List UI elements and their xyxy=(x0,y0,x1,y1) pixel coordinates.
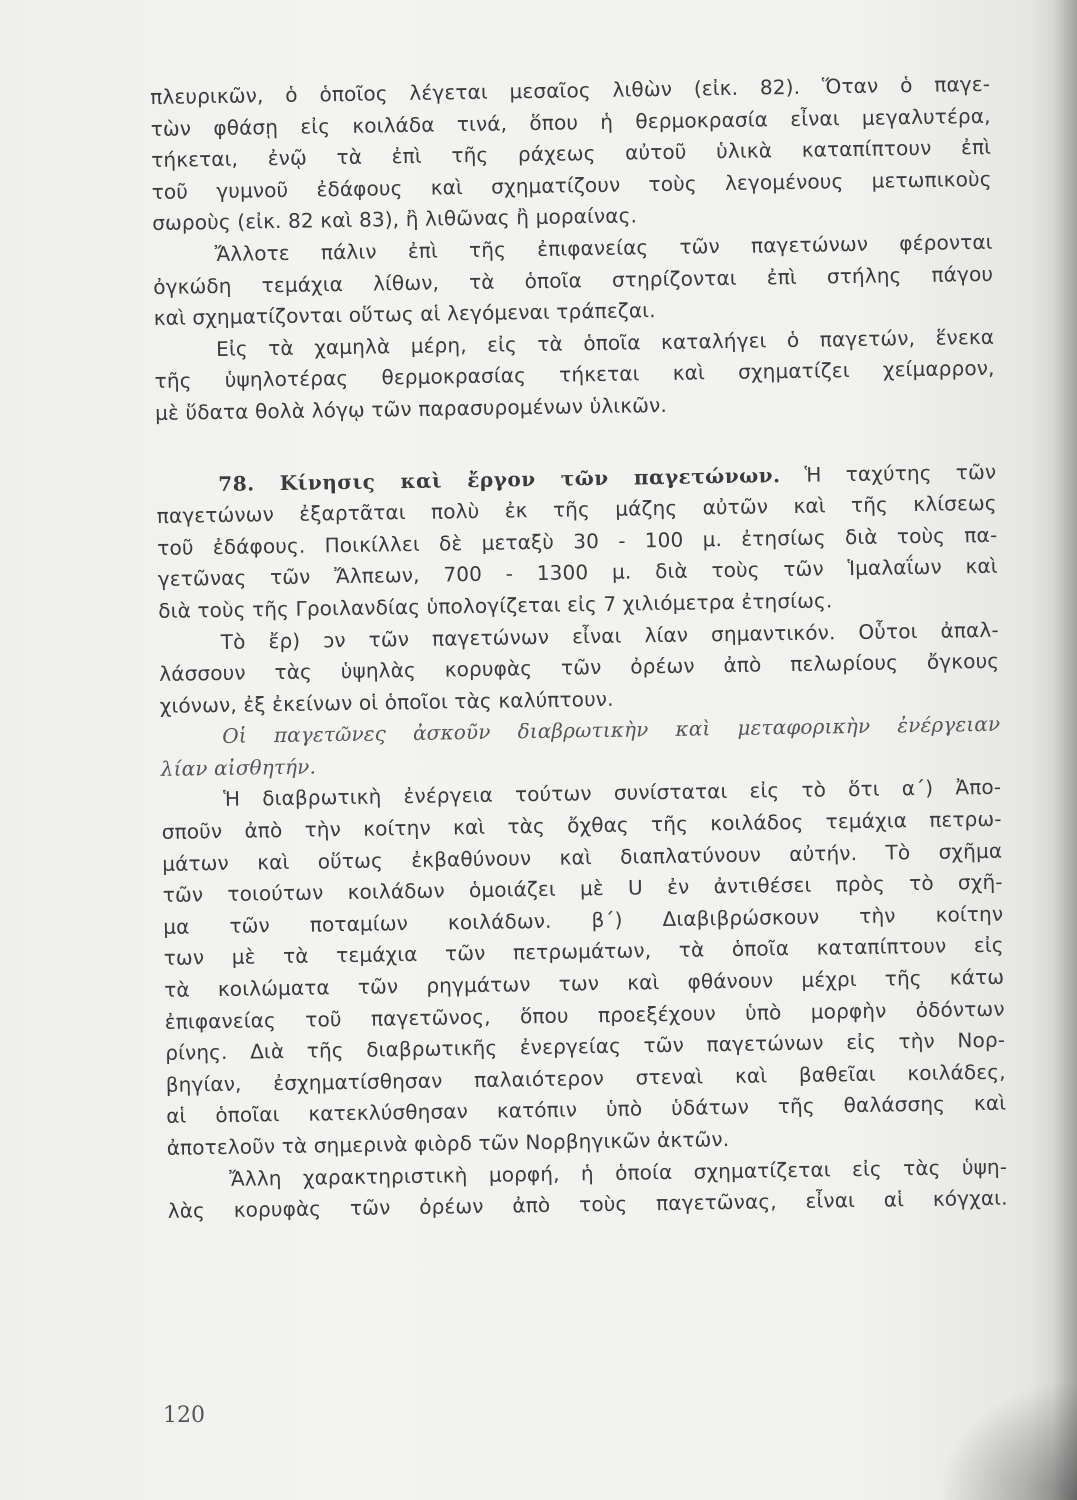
page-number: 120 xyxy=(163,1403,205,1428)
text-line: τήκεται, ἐνῷ τὰ ἐπὶ τῆς ράχεως αὐτοῦ ὑλικὰ καταπίπτουν ἐπὶ xyxy=(151,134,992,173)
text-line: ἐπιφανείας τοῦ παγετῶνος, ὅπου προεξέχουν ὑπὸ μορφὴν ὀδόντων xyxy=(164,996,1005,1034)
text-line: γετῶνας τῶν Ἄλπεων, 700 - 1300 μ. διὰ τοὺς τῶν Ἱμαλαΐων καὶ xyxy=(157,554,998,592)
page-corner-shadow xyxy=(937,1380,1077,1500)
text-line: ρίνης. Διὰ τῆς διαβρωτικῆς ἐνεργείας τῶν παγετώνων εἰς τὴν Νορ- xyxy=(165,1027,1006,1066)
text-line: Εἰς τὰ χαμηλὰ μέρη, εἰς τὰ ὁποῖα καταλήγει ὁ παγετών, ἕνεκα xyxy=(216,324,995,361)
text-line: μάτων καὶ οὕτως ἐκβαθύνουν καὶ διαπλατύνουν αὐτήν. Τὸ σχῆμα xyxy=(162,838,1003,876)
text-line: σωροὺς (εἰκ. 82 καὶ 83), ἢ λιθῶνας ἢ μοραίνας. xyxy=(152,203,638,236)
body-text xyxy=(150,69,1008,1228)
text-line: σποῦν ἀπὸ τὴν κοίτην καὶ τὰς ὄχθας τῆς κοιλάδος τεμάχια πετρω- xyxy=(161,806,1002,844)
text-line: μα τῶν ποταμίων κοιλάδων. β΄) Διαβιβρώσκουν τὴν κοίτην xyxy=(163,901,1004,939)
text-line: πλευρικῶν, ὁ ὁποῖος λέγεται μεσαῖος λιθὼν (εἰκ. 82). Ὅταν ὁ παγε- xyxy=(150,71,991,109)
text-line: τῆς ὑψηλοτέρας θερμοκρασίας τήκεται καὶ σχηματίζει χείμαρρον, xyxy=(154,356,995,394)
text-line: τοῦ ἐδάφους. Ποικίλλει δὲ μεταξὺ 30 - 100 μ. ἐτησίως διὰ τοὺς πα- xyxy=(157,522,998,560)
text-line: παγετώνων ἐξαρτᾶται πολὺ ἐκ τῆς μάζης αὐτῶν καὶ τῆς κλίσεως xyxy=(156,490,997,529)
text-line: λὰς κορυφὰς τῶν ὀρέων ἀπὸ τοὺς παγετῶνας, εἶναι αἱ κόγχαι. xyxy=(167,1185,1008,1224)
section-heading: 78. Κίνησις καὶ ἔργον τῶν παγετώνων. xyxy=(218,462,781,496)
italic-line: Οἱ παγετῶνες ἀσκοῦν διαβρωτικὴν καὶ μεταφορικὴν ἐνέργειαν xyxy=(222,712,1001,749)
text-line: ἀποτελοῦν τὰ σημερινὰ φιὸρδ τῶν Νορβηγικῶν ἀκτῶν. xyxy=(166,1127,730,1160)
text-line: ὀγκώδη τεμάχια λίθων, τὰ ὁποῖα στηρίζονται ἐπὶ στήλης πάγου xyxy=(153,261,994,299)
text-line: Ἄλλοτε πάλιν ἐπὶ τῆς ἐπιφανείας τῶν παγετώνων φέρονται xyxy=(214,229,993,266)
text-line: των μὲ τὰ τεμάχια τῶν πετρωμάτων, τὰ ὁποῖα καταπίπτουν εἰς xyxy=(163,933,1004,971)
text-line: Τὸ ἔρ) ɔν τῶν παγετώνων εἶναι λίαν σημαντικόν. Οὗτοι ἀπαλ- xyxy=(220,617,999,654)
text-line: Ἡ ταχύτης τῶν xyxy=(804,459,997,487)
text-line: μὲ ὕδατα θολὰ λόγῳ τῶν παρασυρομένων ὑλικῶν. xyxy=(155,392,668,425)
text-line: λάσσουν τὰς ὑψηλὰς κορυφὰς τῶν ὀρέων ἀπὸ πελωρίους ὄγκους xyxy=(159,648,1000,687)
text-line: τὰ κοιλώματα τῶν ρηγμάτων των καὶ φθάνουν μέχρι τῆς κάτω xyxy=(164,964,1005,1002)
text-line: Ἡ διαβρωτικὴ ἐνέργεια τούτων συνίσταται εἰς τὸ ὅτι α΄) Ἀπο- xyxy=(223,775,1002,812)
text-line: τὼν φθάσῃ εἰς κοιλάδα τινά, ὅπου ἡ θερμοκρασία εἶναι μεγαλυτέρα, xyxy=(150,103,991,141)
text-line: διὰ τοὺς τῆς Γροιλανδίας ὑπολογίζεται εἰς 7 χιλιόμετρα ἐτησίως. xyxy=(158,588,833,623)
text-line: βηγίαν, ἐσχηματίσθησαν παλαιότερον στεναὶ καὶ βαθεῖαι κοιλάδες, xyxy=(165,1059,1006,1097)
text-line: τῶν τοιούτων κοιλάδων ὁμοιάζει μὲ U ἐν ἀντιθέσει πρὸς τὸ σχῆ- xyxy=(162,869,1003,908)
text-line: καὶ σχηματίζονται οὕτως αἱ λεγόμεναι τράπεζαι. xyxy=(153,298,656,331)
italic-line: λίαν αἰσθητήν. xyxy=(160,754,317,781)
text-line: Ἄλλη χαρακτηριστικὴ μορφή, ἡ ὁποία σχηματίζεται εἰς τὰς ὑψη- xyxy=(229,1154,1008,1191)
text-line: χιόνων, ἐξ ἐκείνων οἱ ὁποῖοι τὰς καλύπτουν. xyxy=(159,686,614,718)
page-edge-shadow xyxy=(1029,0,1077,1500)
text-line: τοῦ γυμνοῦ ἐδάφους καὶ σχηματίζουν τοὺς λεγομένους μετωπικοὺς xyxy=(151,166,992,204)
text-line: αἱ ὁποῖαι κατεκλύσθησαν κατόπιν ὑπὸ ὑδάτων τῆς θαλάσσης καὶ xyxy=(166,1091,1007,1129)
